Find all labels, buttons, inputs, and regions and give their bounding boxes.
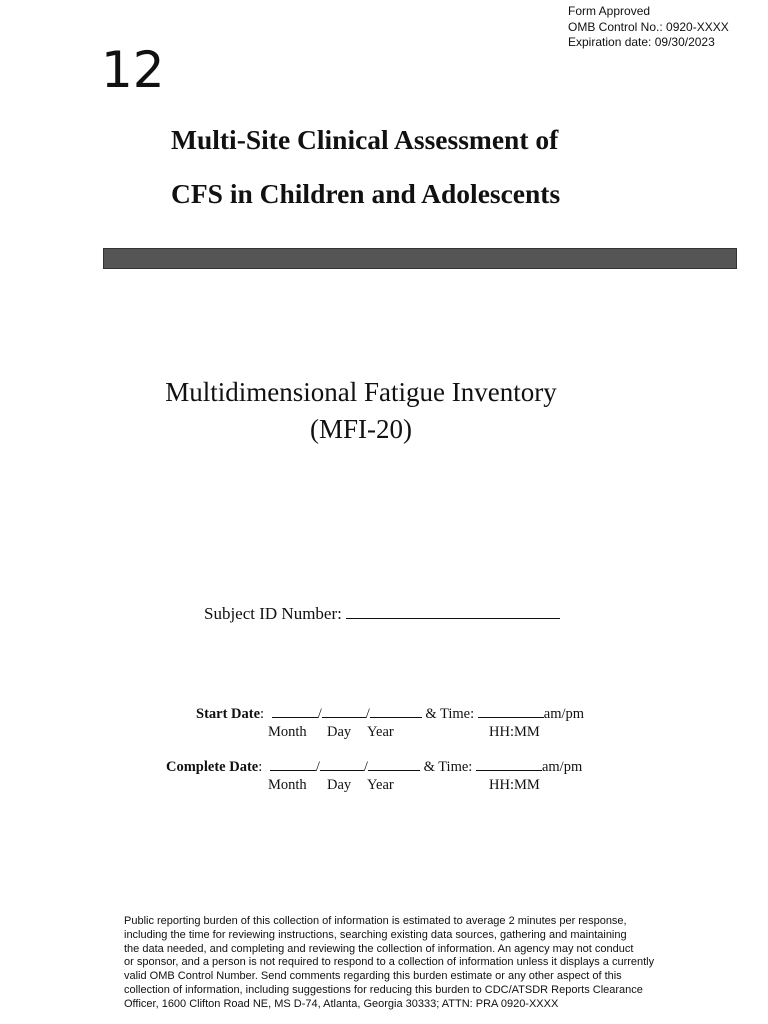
complete-date-label: Complete Date — [166, 759, 259, 775]
complete-time-format-caption: HH:MM — [489, 777, 540, 793]
start-date-label: Start Date — [196, 706, 261, 722]
start-month-caption: Month — [268, 724, 307, 740]
complete-time-label: & Time: — [423, 759, 473, 775]
burden-line: the data needed, and completing and reviewing the collection of information. An agency may not conduct — [124, 942, 634, 955]
complete-month-field[interactable] — [270, 759, 316, 771]
start-time-field[interactable] — [478, 706, 544, 718]
burden-statement — [124, 915, 724, 1012]
start-date-slash-1: / — [317, 706, 322, 722]
complete-day-caption: Day — [327, 777, 352, 793]
start-ampm: am/pm — [543, 706, 585, 722]
subject-id-label: Subject ID Number: — [204, 604, 342, 623]
complete-month-caption: Month — [268, 777, 307, 793]
subject-id-row — [204, 604, 560, 624]
form-approved-text: Form Approved — [568, 4, 651, 18]
burden-line: valid OMB Control Number. Send comments regarding this burden estimate or any other aspect of this — [124, 970, 622, 983]
title-divider-bar — [103, 248, 737, 269]
start-time-label: & Time: — [425, 706, 475, 722]
omb-control-number: OMB Control No.: 0920-XXXX — [568, 19, 729, 34]
complete-year-caption: Year — [367, 777, 394, 793]
burden-line: collection of information, including suggestions for reducing this burden to CDC/ATSDR Reports Clearance — [124, 983, 643, 996]
burden-line: Officer, 1600 Clifton Road NE, MS D-74, Atlanta, Georgia 30333; ATTN: PRA 0920-XXXX — [124, 997, 559, 1010]
burden-line: Public reporting burden of this collection of information is estimated to average 2 minutes per response, — [124, 915, 627, 927]
start-time-format-caption: HH:MM — [489, 724, 540, 740]
complete-day-field[interactable] — [320, 759, 364, 771]
start-date-colon: : — [260, 706, 265, 722]
burden-line: or sponsor, and a person is not required to respond to a collection of information unless it displays a currently — [124, 956, 655, 969]
page-number: 12 — [101, 41, 165, 99]
complete-date-slash-2: / — [363, 759, 368, 775]
complete-date-row — [166, 759, 582, 776]
start-date-slash-2: / — [365, 706, 370, 722]
start-day-field[interactable] — [322, 706, 366, 718]
complete-ampm: am/pm — [541, 759, 583, 775]
subject-id-field[interactable] — [346, 604, 560, 619]
start-year-caption: Year — [367, 724, 394, 740]
instrument-title-line-2: (MFI-20) — [310, 414, 412, 444]
complete-time-field[interactable] — [476, 759, 542, 771]
start-month-field[interactable] — [272, 706, 318, 718]
complete-year-field[interactable] — [368, 759, 420, 771]
complete-date-colon: : — [258, 759, 263, 775]
omb-approval-block — [568, 4, 729, 51]
start-date-row — [196, 706, 584, 723]
start-year-field[interactable] — [370, 706, 422, 718]
burden-line: including the time for reviewing instructions, searching existing data sources, gathering and maintaining — [124, 928, 627, 941]
complete-date-slash-1: / — [315, 759, 320, 775]
expiration-date: Expiration date: 09/30/2023 — [568, 35, 715, 49]
instrument-title-line-1: Multidimensional Fatigue Inventory — [165, 377, 557, 407]
study-title-line-1: Multi-Site Clinical Assessment of — [171, 124, 559, 155]
study-title-line-2: CFS in Children and Adolescents — [171, 178, 561, 209]
start-day-caption: Day — [327, 724, 352, 740]
